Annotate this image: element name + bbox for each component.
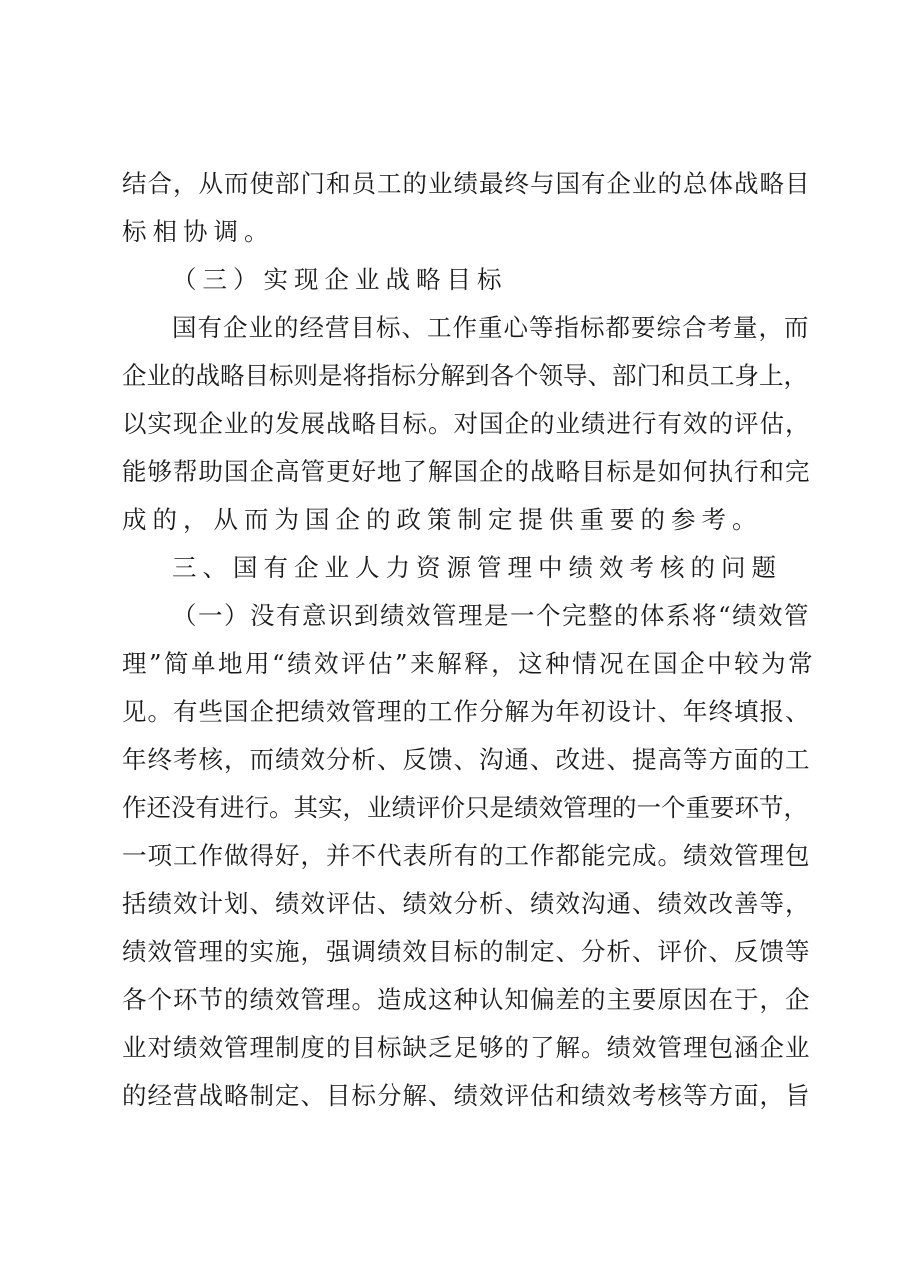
body-text-line: 结合，从而使部门和员工的业绩最终与国有企业的总体战略目	[122, 169, 811, 198]
section-heading: 三、国有企业人力资源管理中绩效考核的问题	[172, 553, 782, 582]
body-text-line: 各个环节的绩效管理。造成这种认知偏差的主要原因在于，企	[122, 985, 811, 1014]
body-text-line: 一项工作做得好，并不代表所有的工作都能完成。绩效管理包	[122, 841, 811, 870]
body-text-line: 见。有些国企把绩效管理的工作分解为年初设计、年终填报、	[122, 697, 811, 726]
body-text-line: 成的，从而为国企的政策制定提供重要的参考。	[122, 505, 763, 534]
body-text-line: 能够帮助国企高管更好地了解国企的战略目标是如何执行和完	[122, 457, 811, 486]
body-text-line: 绩效管理的实施，强调绩效目标的制定、分析、评价、反馈等	[122, 937, 811, 966]
body-text-line: 标相协调。	[122, 217, 275, 246]
section-heading: （三）实现企业战略目标	[172, 265, 508, 294]
body-text-line: （一）没有意识到绩效管理是一个完整的体系将“绩效管	[172, 601, 811, 630]
body-text-line: 作还没有进行。其实，业绩评价只是绩效管理的一个重要环节，	[122, 793, 808, 822]
body-text-line: 以实现企业的发展战略目标。对国企的业绩进行有效的评估，	[122, 409, 811, 438]
body-text-line: 企业的战略目标则是将指标分解到各个领导、部门和员工身上，	[122, 361, 808, 390]
body-text-line: 理”简单地用“绩效评估”来解释，这种情况在国企中较为常	[122, 649, 816, 678]
body-text-line: 年终考核，而绩效分析、反馈、沟通、改进、提高等方面的工	[122, 745, 811, 774]
body-text-line: 国有企业的经营目标、工作重心等指标都要综合考量，而	[172, 313, 810, 342]
body-text-line: 括绩效计划、绩效评估、绩效分析、绩效沟通、绩效改善等，	[122, 889, 811, 918]
body-text-line: 业对绩效管理制度的目标缺乏足够的了解。绩效管理包涵企业	[122, 1033, 811, 1062]
body-text-line: 的经营战略制定、目标分解、绩效评估和绩效考核等方面，旨	[122, 1081, 811, 1110]
